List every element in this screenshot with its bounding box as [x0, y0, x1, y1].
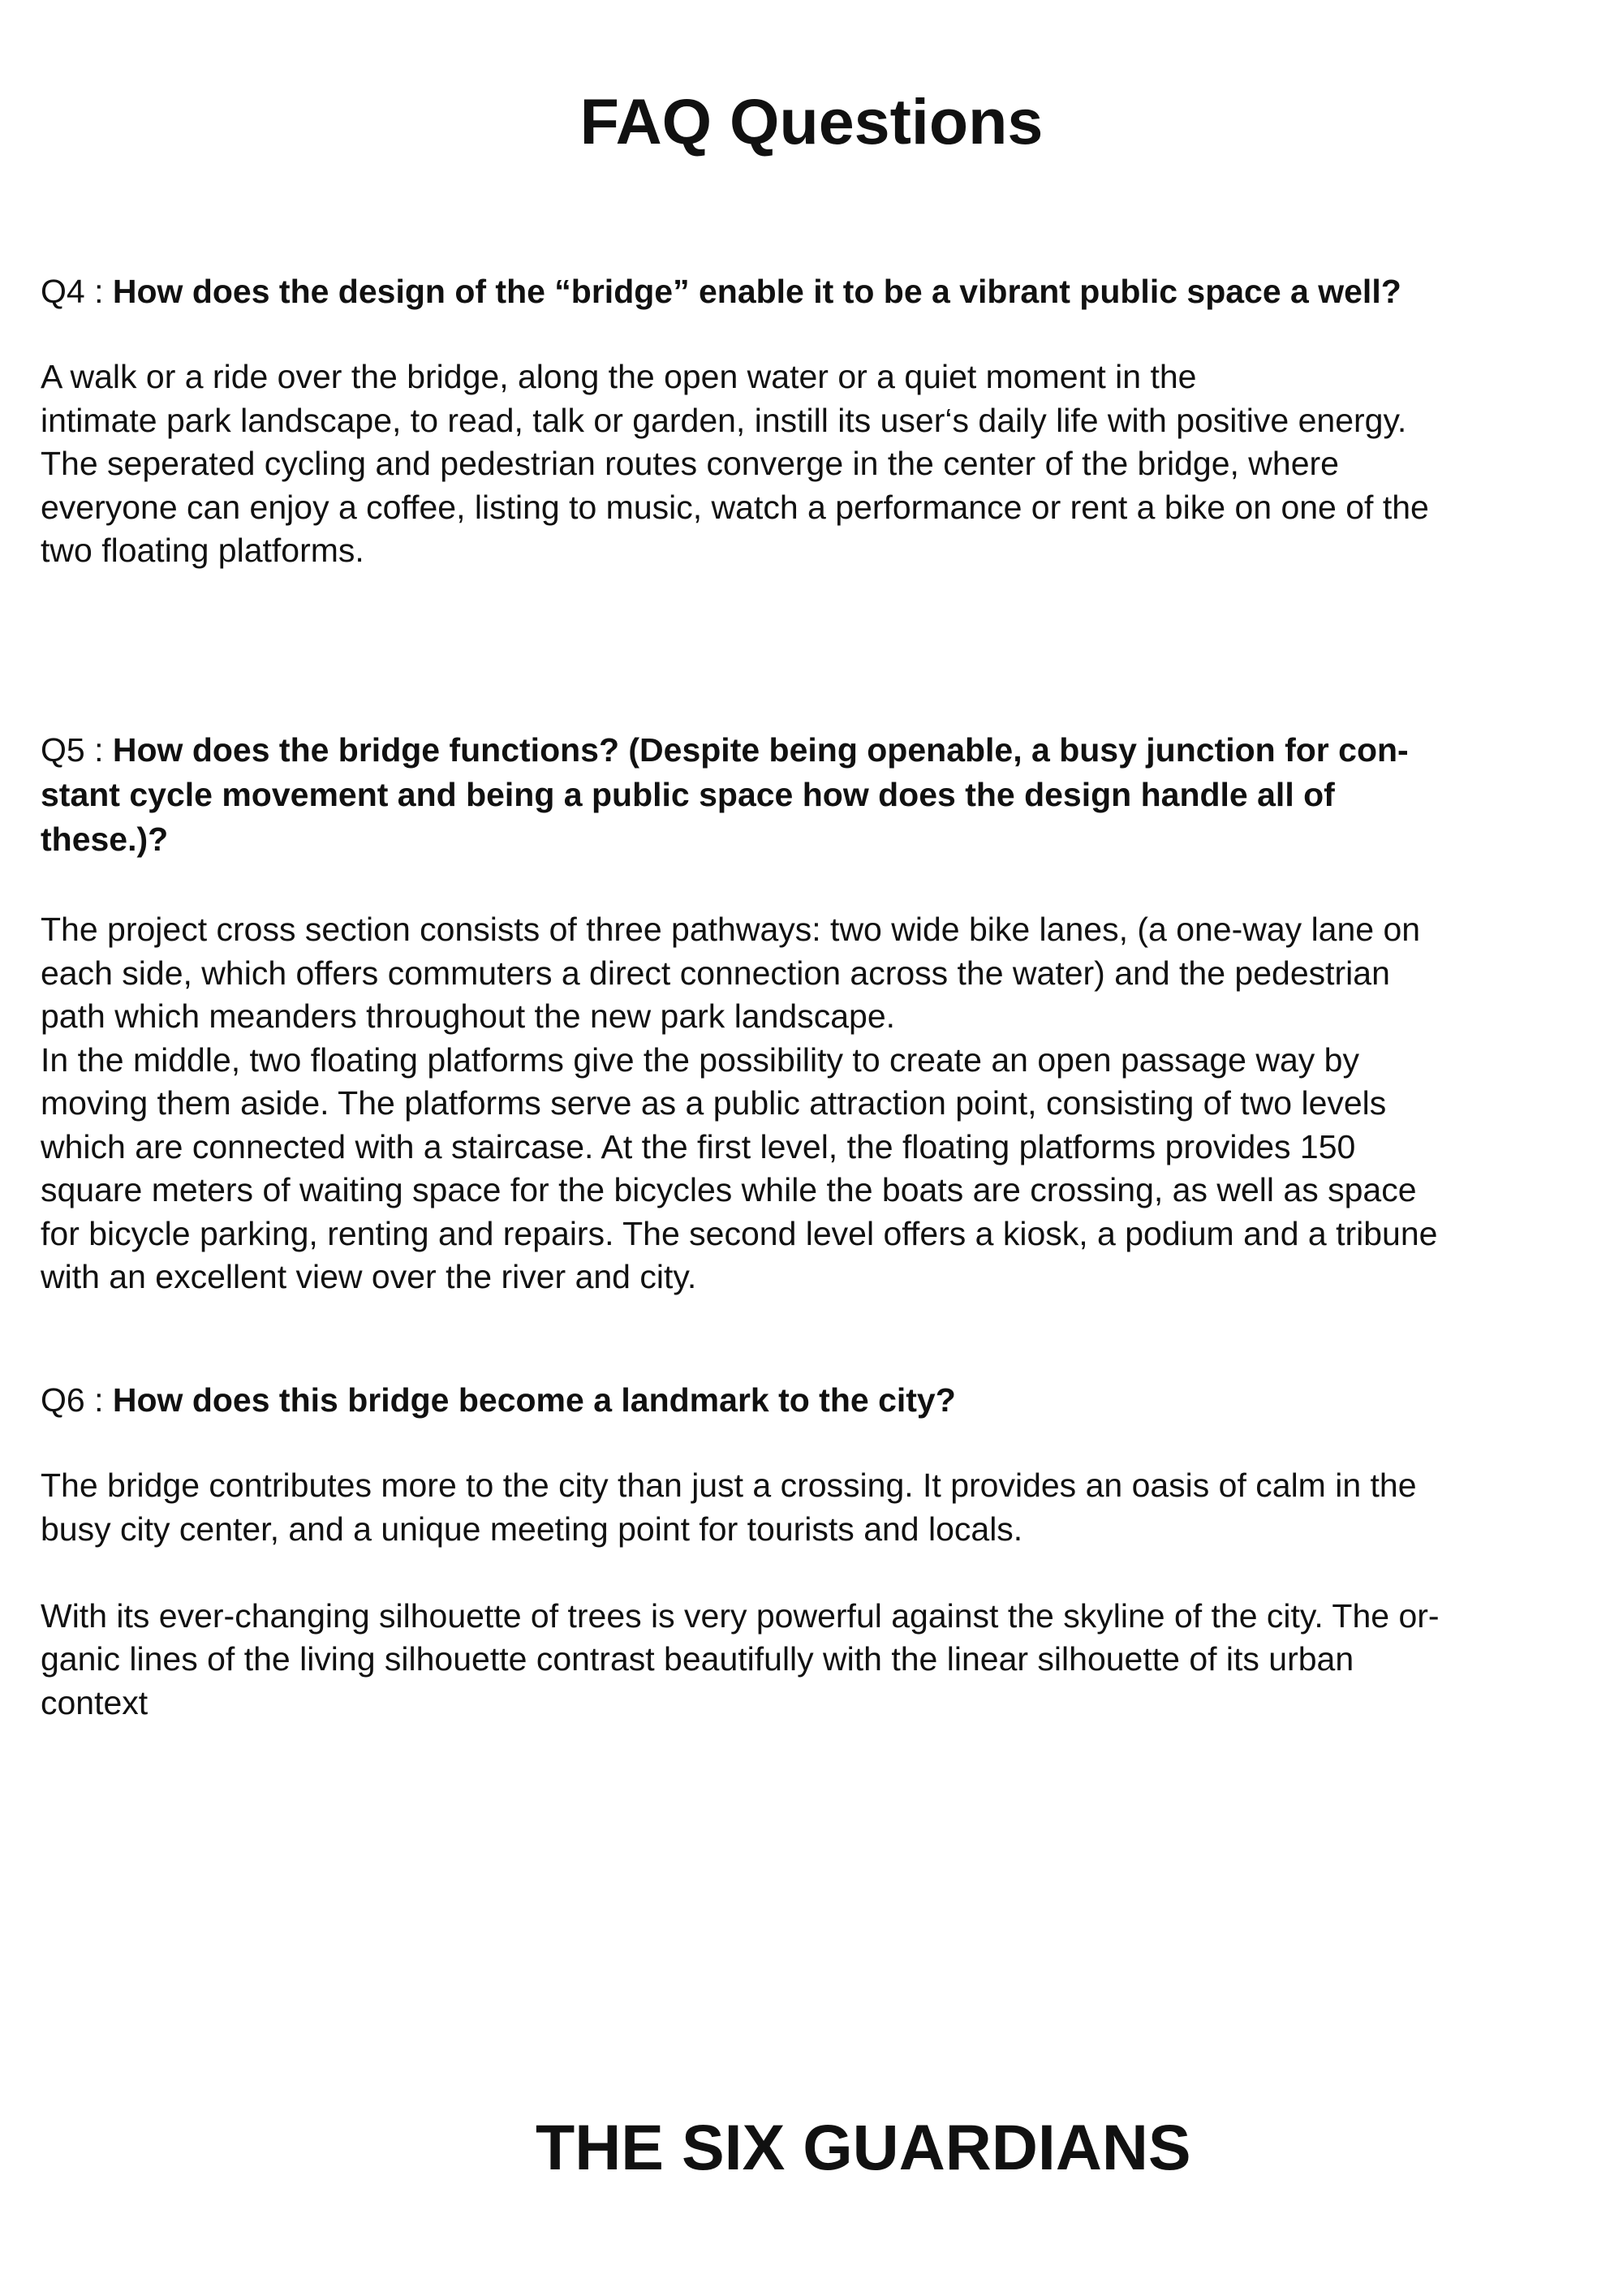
answer-line: The bridge contributes more to the city than just a crossing. It provides an oasis of calm in the	[41, 1467, 1417, 1504]
question-text-line: How does the bridge functions? (Despite being openable, a busy junction for con-	[112, 731, 1409, 769]
answer-line: path which meanders throughout the new park landscape.	[41, 997, 896, 1035]
answer-line: The seperated cycling and pedestrian routes converge in the center of the bridge, where	[41, 445, 1339, 482]
answer-line: A walk or a ride over the bridge, along the open water or a quiet moment in the	[41, 358, 1197, 395]
faq-question	[41, 1378, 1595, 1423]
faq-item-q6	[41, 1378, 1595, 1725]
answer-line: square meters of waiting space for the bicycles while the boats are crossing, as well as space	[41, 1171, 1417, 1208]
question-number: Q6 :	[41, 1381, 104, 1419]
faq-item-q4	[41, 269, 1595, 573]
faq-question	[41, 269, 1595, 314]
question-text: How does this bridge become a landmark to the city?	[112, 1381, 956, 1419]
answer-line: everyone can enjoy a coffee, listing to music, watch a performance or rent a bike on one of the	[41, 488, 1429, 526]
answer-line: intimate park landscape, to read, talk or garden, instill its user‘s daily life with positive energy.	[41, 401, 1407, 439]
answer-line: In the middle, two floating platforms give the possibility to create an open passage way by	[41, 1040, 1359, 1079]
answer-line: busy city center, and a unique meeting point for tourists and locals.	[41, 1510, 1023, 1548]
faq-item-q5	[41, 728, 1595, 1299]
answer-paragraph	[41, 1595, 1595, 1725]
answer-line: for bicycle parking, renting and repairs. The second level offers a kiosk, a podium and a tribune	[41, 1214, 1438, 1252]
question-text-line: stant cycle movement and being a public space how does the design handle all of	[41, 776, 1335, 813]
answer-line: which are connected with a staircase. At the first level, the floating platforms provides 150	[41, 1127, 1356, 1165]
faq-answer	[41, 355, 1595, 573]
answer-line: The project cross section consists of three pathways: two wide bike lanes, (a one-way lane on	[41, 911, 1421, 948]
answer-line: ganic lines of the living silhouette contrast beautifully with the linear silhouette of its urban	[41, 1640, 1354, 1678]
answer-line: moving them aside. The platforms serve as a public attraction point, consisting of two levels	[41, 1084, 1387, 1122]
question-text-line: these.)?	[41, 821, 169, 858]
answer-line: With its ever-changing silhouette of trees is very powerful against the skyline of the city. The or-	[41, 1596, 1440, 1635]
question-text: How does the design of the “bridge” enable it to be a vibrant public space a well?	[112, 273, 1401, 310]
answer-line: each side, which offers commuters a direct connection across the water) and the pedestrian	[41, 954, 1390, 992]
page-title: FAQ Questions	[579, 85, 1044, 157]
faq-answer	[41, 1464, 1595, 1725]
faq-answer	[41, 908, 1595, 1299]
answer-paragraph	[41, 1464, 1595, 1551]
footer-title: THE SIX GUARDIANS	[536, 2111, 1191, 2183]
question-number: Q4 :	[41, 273, 104, 310]
answer-line: with an excellent view over the river and city.	[41, 1258, 697, 1295]
answer-line: context	[41, 1683, 149, 1721]
faq-question	[41, 728, 1595, 862]
answer-line: two floating platforms.	[41, 532, 364, 569]
question-number: Q5 :	[41, 731, 104, 769]
